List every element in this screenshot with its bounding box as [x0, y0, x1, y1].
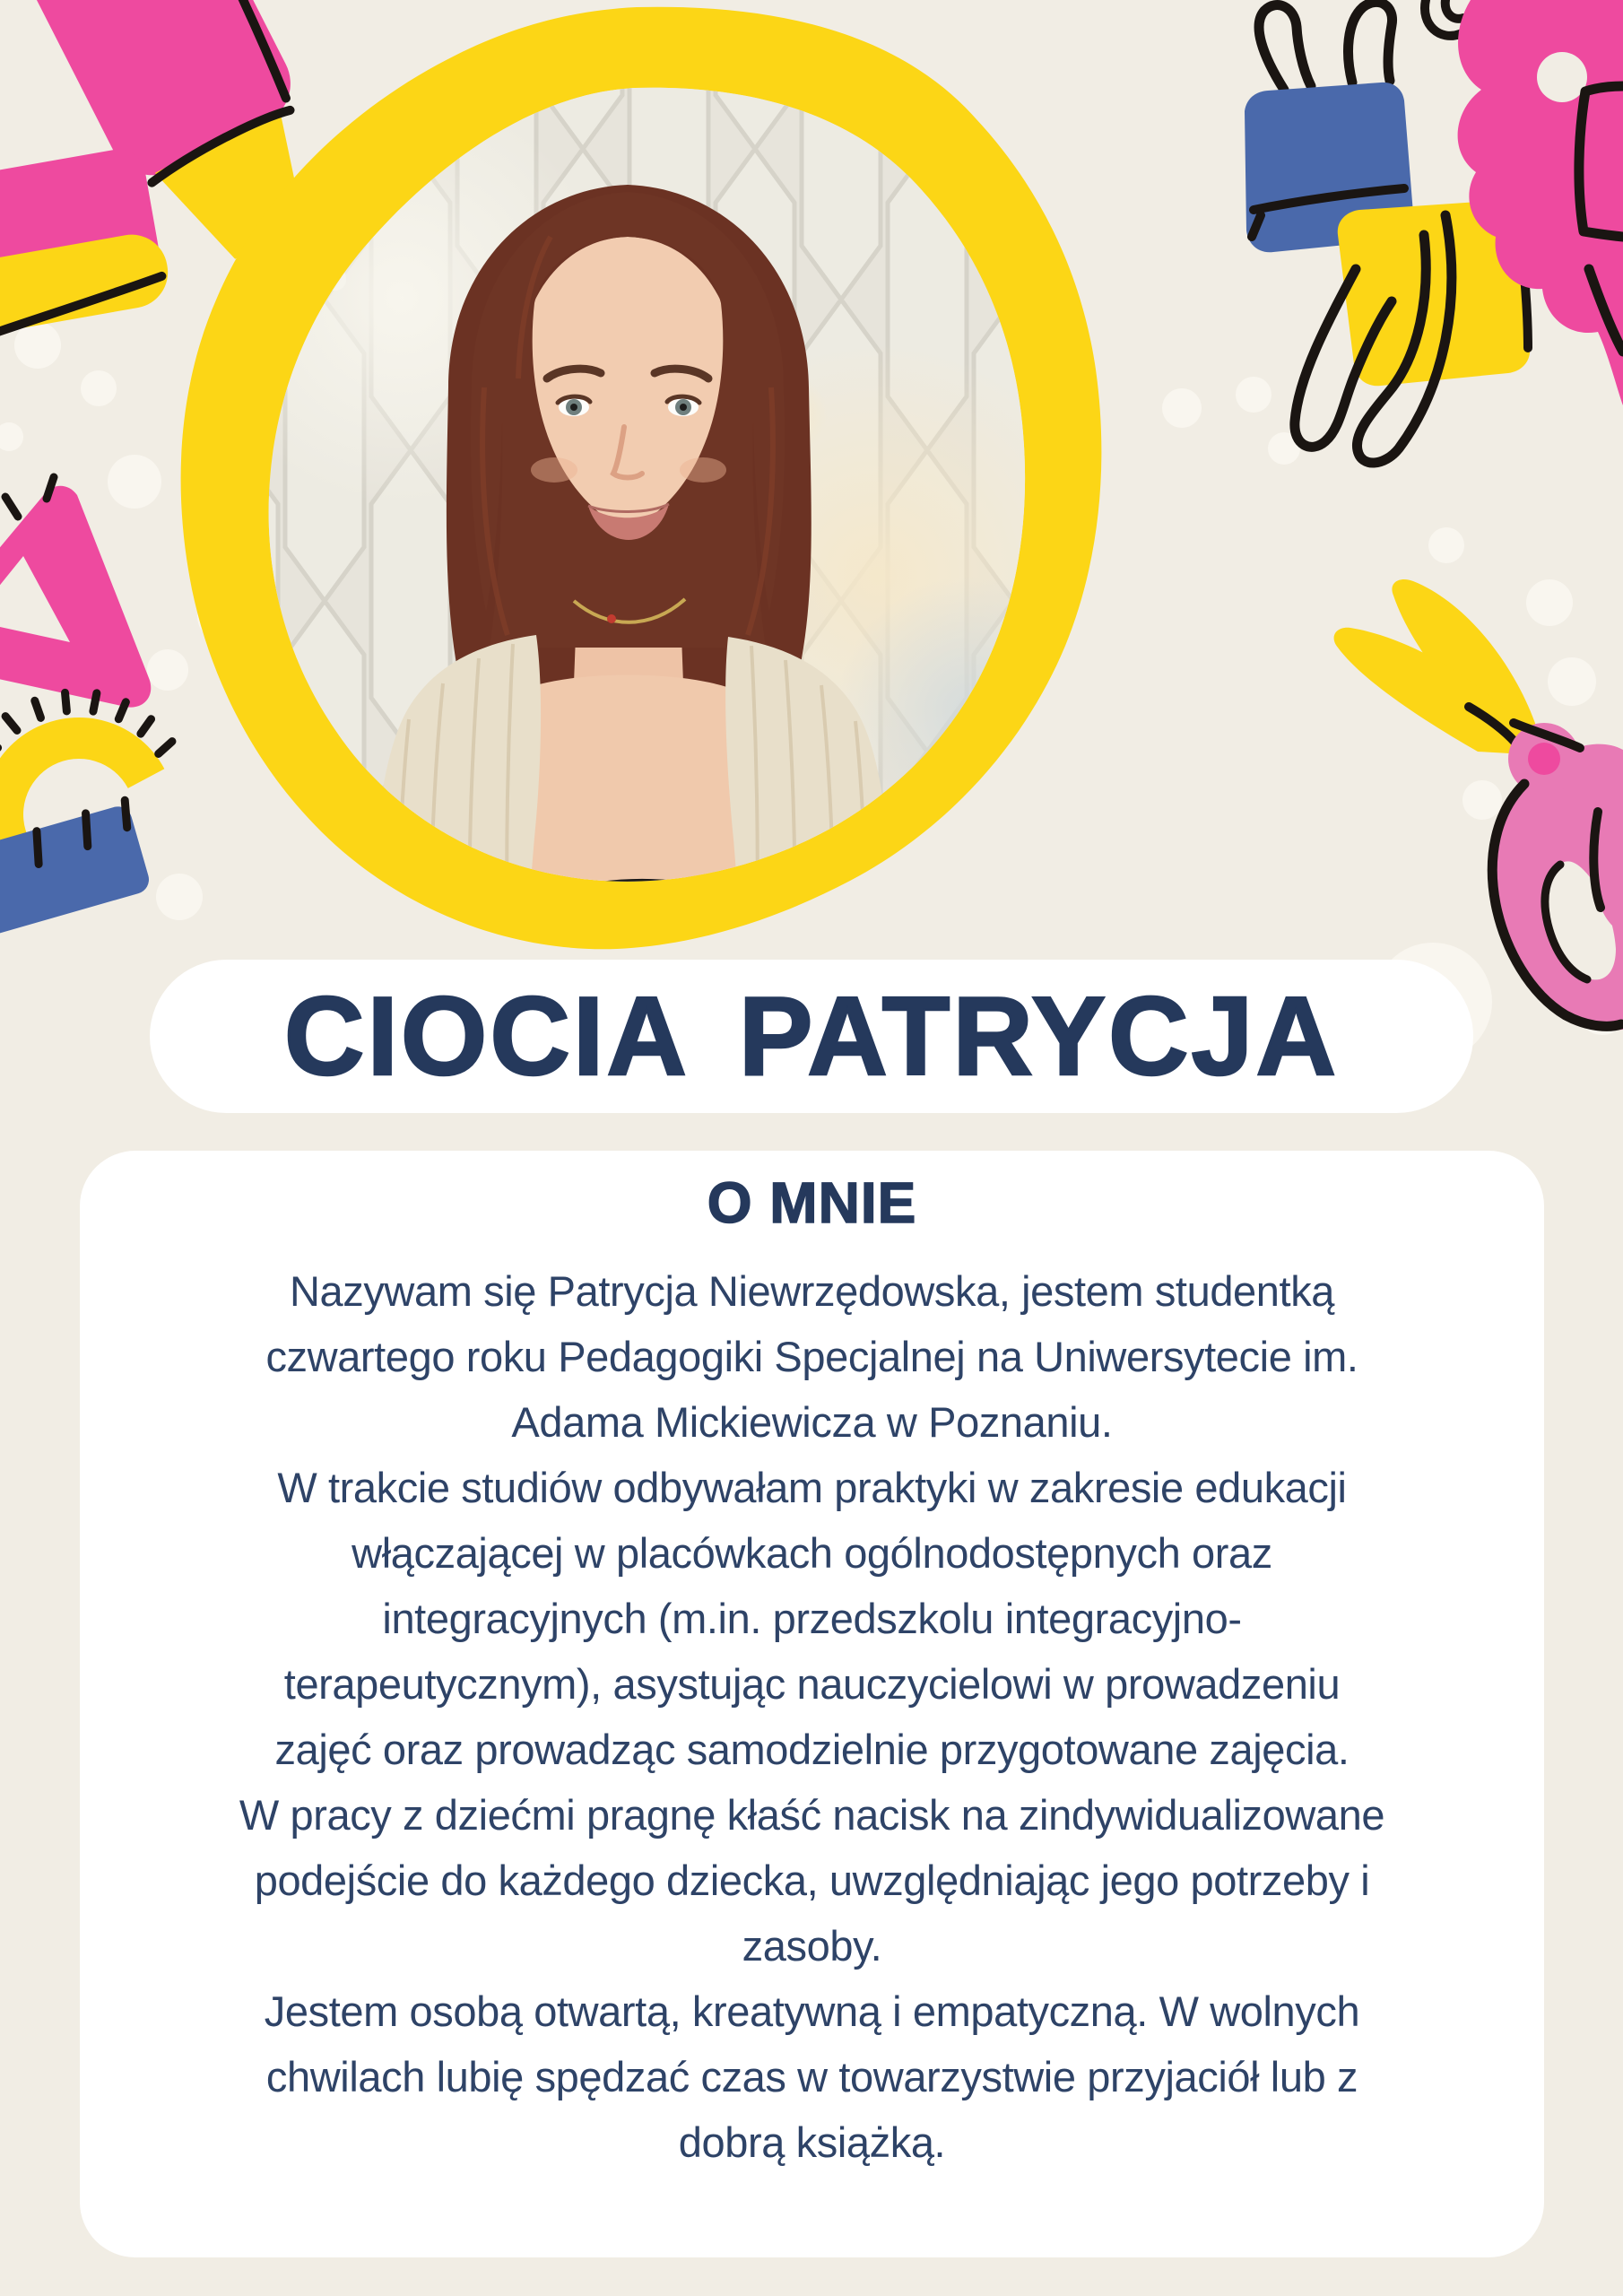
- about-line: W pracy z dziećmi pragnę kłaść nacisk na zindywidualizowane: [239, 1791, 1385, 1839]
- about-line: Jestem osobą otwartą, kreatywną i empatyczną. W wolnych: [264, 1987, 1360, 2035]
- wire-clip-icon: [1425, 0, 1482, 36]
- protractor-icon: [0, 653, 182, 869]
- eraser-icon: [0, 144, 174, 342]
- about-line: integracyjnych (m.in. przedszkolu integracyjno-: [382, 1595, 1242, 1642]
- about-line: Nazywam się Patrycja Niewrzędowska, jestem studentką: [289, 1267, 1335, 1315]
- about-line: terapeutycznym), asystując nauczycielowi w prowadzeniu: [283, 1660, 1341, 1708]
- profile-photo-graphic: [160, 2, 1114, 960]
- about-text: [80, 1258, 1544, 2175]
- about-line: włączającej w placówkach ogólnodostępnych oraz: [352, 1529, 1272, 1577]
- about-line: dobrą książką.: [678, 2118, 946, 2166]
- about-line: W trakcie studiów odbywałam praktyki w zakresie edukacji: [277, 1464, 1347, 1511]
- about-line: podejście do każdego dziecka, uwzględniając jego potrzeby i: [254, 1857, 1370, 1904]
- about-line: chwilach lubię spędzać czas w towarzystwie przyjaciół lub z: [265, 2053, 1358, 2100]
- paper-clamp-icon: [1458, 0, 1623, 405]
- about-line: zasoby.: [742, 1922, 882, 1970]
- page-title: CIOCIA PATRYCJA: [283, 974, 1340, 1099]
- about-card: [80, 1151, 1544, 2257]
- ruler-icon: [0, 800, 152, 952]
- profile-photo: [160, 2, 1114, 960]
- about-heading: O MNIE: [707, 1170, 917, 1235]
- binder-clip-yellow-icon: [1295, 201, 1530, 463]
- title-banner: [150, 960, 1473, 1113]
- binder-clip-blue-icon: [1245, 2, 1413, 252]
- about-line: czwartego roku Pedagogiki Specjalnej na Uniwersytecie im.: [265, 1333, 1358, 1380]
- about-line: Adama Mickiewicza w Poznaniu.: [511, 1398, 1113, 1446]
- about-line: zajęć oraz prowadząc samodzielnie przygotowane zajęcia.: [274, 1726, 1350, 1773]
- set-square-icon: [0, 477, 151, 708]
